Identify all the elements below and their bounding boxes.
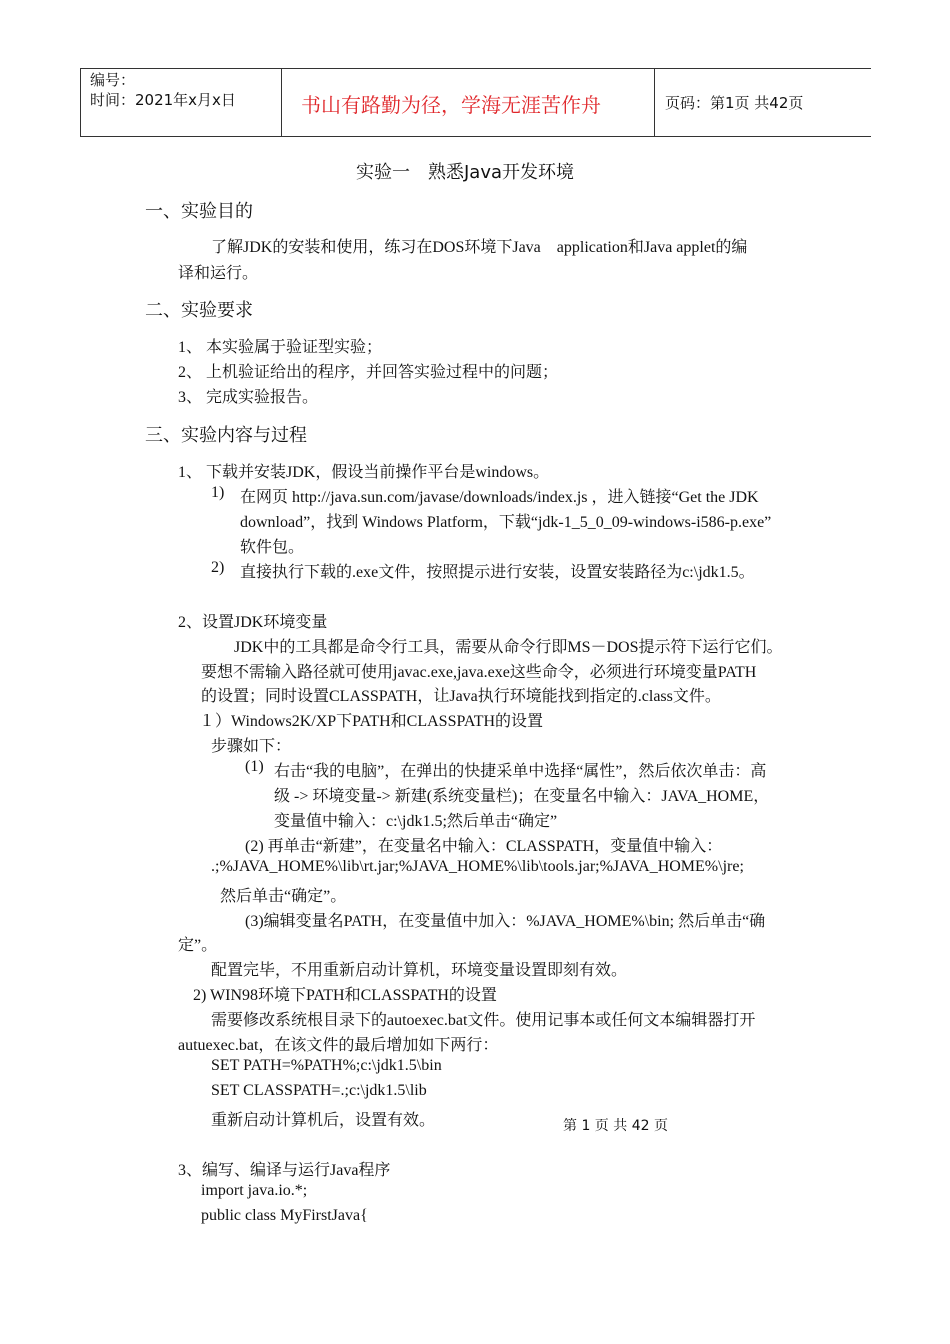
paragraph: 右击“我的电脑”，在弹出的快捷采单中选择“属性”，然后依次单击：高	[274, 763, 767, 780]
page-footer: 第 1 页 共 42 页	[563, 1118, 668, 1134]
list-item: 3、 完成实验报告。	[178, 389, 319, 406]
header-number-label: 编号：	[90, 71, 136, 89]
paragraph: 直接执行下载的.exe文件，按照提示进行安装，设置安装路径为c:\jdk1.5。	[240, 564, 755, 581]
step-2-title: 2、设置JDK环境变量	[178, 614, 328, 631]
paragraph: 软件包。	[240, 539, 305, 556]
doc-title: 实验一 熟悉Java开发环境	[356, 162, 575, 183]
step-3-title: 3、编写、编译与运行Java程序	[178, 1162, 391, 1179]
paragraph: 然后单击“确定”。	[220, 888, 347, 905]
subheading: １）Windows2K/XP下PATH和CLASSPATH的设置	[199, 713, 544, 730]
subheading: 2) WIN98环境下PATH和CLASSPATH的设置	[193, 987, 497, 1004]
sub-item-number: (1)	[245, 758, 264, 775]
paragraph: 在网页 http://java.sun.com/javase/downloads/index.js ，进入链接“Get the JDK	[240, 489, 759, 506]
sub-item-number: 2)	[211, 559, 225, 576]
code-line: SET PATH=%PATH%;c:\jdk1.5\bin	[211, 1057, 442, 1074]
paragraph: 步骤如下：	[211, 738, 292, 755]
code-line: .;%JAVA_HOME%\lib\rt.jar;%JAVA_HOME%\lib\tools.jar;%JAVA_HOME%\jre;	[211, 858, 744, 875]
paragraph: (3)编辑变量名PATH，在变量值中加入：%JAVA_HOME%\bin; 然后单击“确	[245, 913, 766, 930]
header-date: 时间：2021年x月x日	[90, 91, 236, 109]
code-line: import java.io.*;	[201, 1182, 308, 1199]
section-3-title: 三、实验内容与过程	[145, 425, 307, 446]
paragraph: 了解JDK的安装和使用，练习在DOS环境下Java application和Java applet的编	[211, 239, 748, 256]
paragraph: 配置完毕，不用重新启动计算机，环境变量设置即刻有效。	[211, 962, 628, 979]
paragraph: 需要修改系统根目录下的autoexec.bat文件。使用记事本或任何文本编辑器打开	[211, 1012, 756, 1029]
code-line: public class MyFirstJava{	[201, 1207, 368, 1224]
header-page-info: 页码：第1页 共42页	[665, 94, 804, 112]
paragraph: autuexec.bat，在该文件的最后增加如下两行：	[178, 1037, 499, 1054]
paragraph: (2) 再单击“新建”，在变量名中输入：CLASSPATH，变量值中输入：	[245, 838, 723, 855]
list-item: 2、 上机验证给出的程序，并回答实验过程中的问题；	[178, 364, 559, 381]
paragraph: 变量值中输入：c:\jdk1.5;然后单击“确定”	[274, 813, 558, 830]
paragraph: 级 -> 环境变量-> 新建(系统变量栏)；在变量名中输入：JAVA_HOME，	[274, 788, 770, 805]
section-2-title: 二、实验要求	[145, 300, 253, 321]
header-divider	[654, 68, 655, 136]
paragraph: JDK中的工具都是命令行工具，需要从命令行即MS－DOS提示符下运行它们。	[234, 639, 783, 656]
section-1-title: 一、实验目的	[145, 201, 253, 222]
code-line: SET CLASSPATH=.;c:\jdk1.5\lib	[211, 1082, 427, 1099]
list-item: 1、 本实验属于验证型实验；	[178, 339, 383, 356]
paragraph: download”，找到 Windows Platform，下载“jdk-1_5_0_09-windows-i586-p.exe”	[240, 514, 772, 531]
header-motto: 书山有路勤为径，学海无涯苦作舟	[301, 93, 601, 117]
header-divider	[281, 68, 282, 136]
paragraph: 的设置；同时设置CLASSPATH，让Java执行环境能找到指定的.class文件。	[201, 688, 721, 705]
paragraph: 译和运行。	[178, 265, 259, 282]
paragraph: 定”。	[178, 937, 218, 954]
paragraph: 要想不需输入路径就可使用javac.exe,java.exe这些命令，必须进行环境变量PATH	[201, 664, 757, 681]
step-1-title: 1、 下载并安装JDK，假设当前操作平台是windows。	[178, 464, 550, 481]
paragraph: 重新启动计算机后，设置有效。	[211, 1112, 436, 1129]
sub-item-number: 1)	[211, 484, 225, 501]
